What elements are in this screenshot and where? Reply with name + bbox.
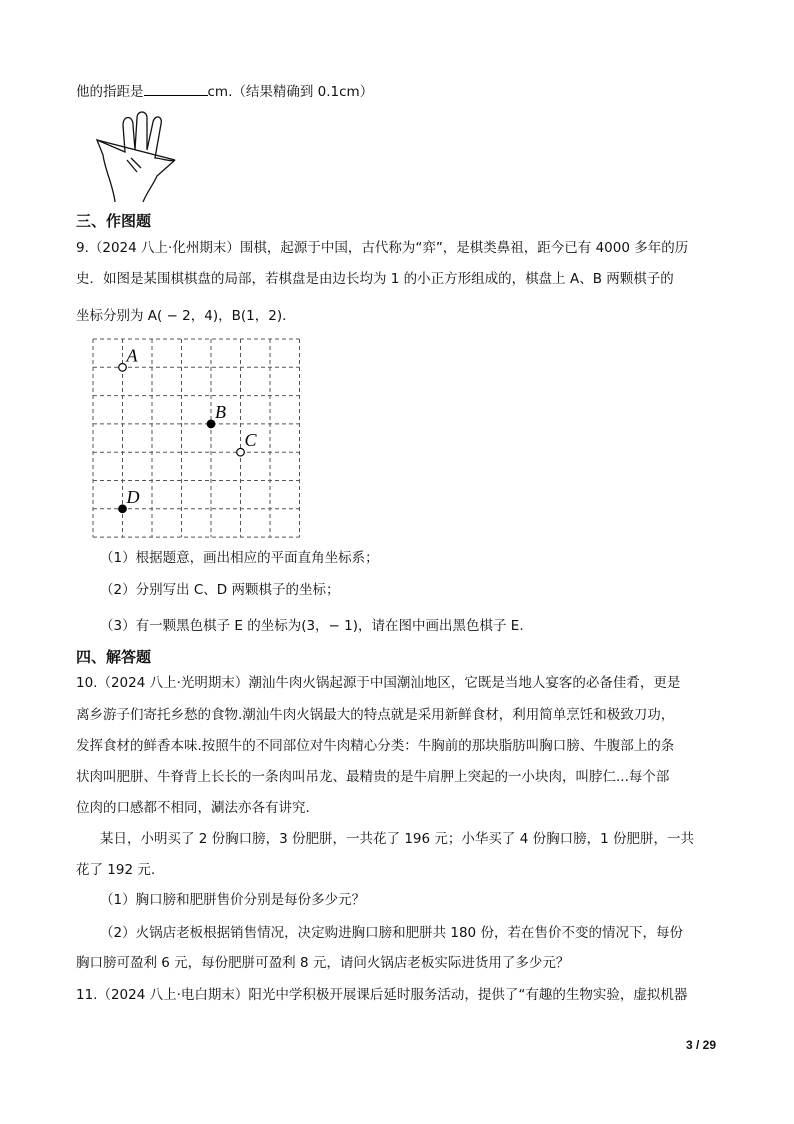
q9-sub-question: （2）分别写出 C、D 两颗棋子的坐标；: [100, 582, 340, 598]
point-label-B: B: [215, 401, 226, 422]
q11-text-line: 11.（2024 八上·电白期末）阳光中学积极开展课后延时服务活动，提供了“有趣的生物实验，虚拟机器: [76, 987, 688, 1003]
go-stone-A: [119, 364, 127, 372]
q10-text-line: 10.（2024 八上·光明期末）潮汕牛肉火锅起源于中国潮汕地区，它既是当地人宴客的必备佳肴，更是: [76, 675, 681, 691]
q10-text-line: 位肉的口感都不相同，涮法亦各有讲究.: [76, 800, 310, 816]
q9-text-line: 9.（2024 八上·化州期末）围棋，起源于中国，古代称为“弈”，是棋类鼻祖，距今已有 4000 多年的历: [76, 240, 689, 256]
point-label-D: D: [126, 486, 140, 507]
point-label-C: C: [244, 430, 257, 451]
q9-sub-question: （3）有一颗黑色棋子 E 的坐标为(3，− 1)，请在图中画出黑色棋子 E.: [100, 618, 524, 634]
answer-blank[interactable]: [144, 81, 208, 96]
q10-text-line: 状肉叫肥胼、牛脊背上长长的一条肉叫吊龙、最精贵的是牛肩胛上突起的一小块肉，叫脖仁...每个部: [76, 769, 670, 785]
q9-sub-question: （1）根据题意，画出相应的平面直角坐标系；: [100, 550, 379, 566]
q8-answer-line: [76, 81, 373, 101]
q10-text-line: 离乡游子们寄托乡愁的食物.潮汕牛肉火锅最大的特点就是采用新鲜食材，利用简单烹饪和极致刀功，: [76, 707, 675, 723]
go-stone-D: [119, 505, 127, 513]
q10-text-line: 胸口膀可盈利 6 元，每份肥胼可盈利 8 元，请问火锅店老板实际进货用了多少元？: [76, 955, 570, 971]
q10-sub-question: （1）胸口膀和肥胼售价分别是每份多少元？: [100, 892, 366, 908]
q9-text-line: 史．如图是某围棋棋盘的局部，若棋盘是由边长均为 1 的小正方形组成的，棋盘上 A、B 两颗棋子的: [76, 271, 674, 287]
go-board-grid: [88, 334, 308, 544]
q10-text-line: 花了 192 元.: [76, 862, 156, 878]
go-stone-B: [207, 420, 215, 428]
page-number: 3 / 29: [685, 1038, 716, 1052]
q8-prefix: 他的指距是: [76, 84, 144, 100]
point-label-A: A: [126, 345, 138, 366]
q8-suffix: cm.（结果精确到 0.1cm）: [207, 84, 374, 100]
section-heading-answers: 四、解答题: [76, 648, 152, 666]
section-heading-drawing: 三、作图题: [76, 212, 152, 230]
q10-text-line: 发挥食材的鲜香本味.按照牛的不同部位对牛肉精心分类：牛胸前的那块脂肪叫胸口膀、牛腹部上的条: [76, 738, 675, 754]
go-stone-C: [237, 448, 245, 456]
q10-text-line: 某日，小明买了 2 份胸口膀，3 份肥胼，一共花了 196 元；小华买了 4 份胸口膀，1 份肥胼，一共: [100, 831, 694, 847]
hand-span-illustration: [95, 110, 190, 202]
q9-text-line: 坐标分别为 A( − 2，4)，B(1，2)．: [76, 308, 296, 324]
q10-sub-question: （2）火锅店老板根据销售情况，决定购进胸口膀和肥胼共 180 份，若在售价不变的情况下，每份: [100, 925, 683, 941]
